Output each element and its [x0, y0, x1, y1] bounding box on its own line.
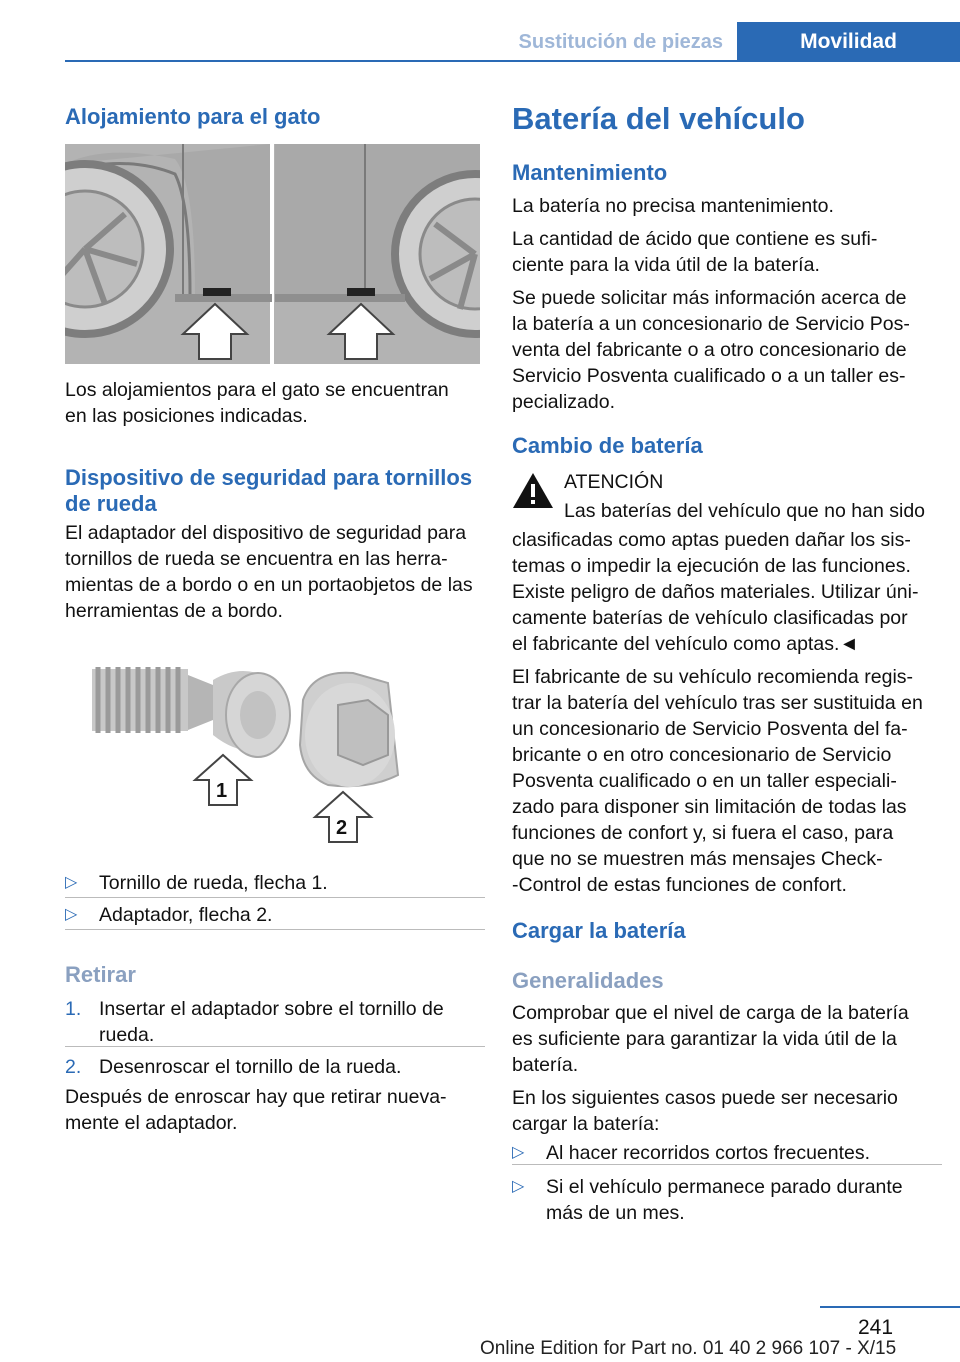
footer-rule	[820, 1306, 960, 1308]
list-item: ▷ Si el vehículo permanece parado durante más de un mes.	[512, 1176, 903, 1224]
list-item: 2. Desenroscar el tornillo de la rueda.	[65, 1056, 402, 1078]
warning-text: clasificadas como aptas pueden dañar los sis- temas o impedir la ejecución de las funciones. Existe peligro de daños materiales. Utilizar úni- camente baterías de vehículo clasificadas por el fabricante del vehículo como aptas.◄	[512, 529, 919, 655]
maintenance-title: Mantenimiento	[512, 160, 668, 185]
page-number: 241	[858, 1316, 894, 1339]
wheel-lock-illustration	[88, 655, 448, 850]
maintenance-text: La batería no precisa mantenimiento. La cantidad de ácido que contiene es sufi- ciente para la vida útil de la batería. Se puede solicitar más información acerca de la batería a un concesionario de Servicio Pos- venta del fabricante o a otro concesionario de Servicio Posventa cualificado o a un taller es- pecializado.	[512, 195, 910, 413]
after-text: Después de enroscar hay que retirar nueva- mente el adaptador.	[65, 1086, 447, 1134]
header-section-title: Sustitución de piezas	[518, 30, 723, 53]
change-battery-title: Cambio de batería	[512, 433, 703, 458]
jack-text: Los alojamientos para el gato se encuentran en las posiciones indicadas.	[65, 379, 449, 427]
battery-title: Batería del vehículo	[512, 101, 805, 136]
separator	[65, 929, 485, 930]
jack-title: Alojamiento para el gato	[65, 104, 321, 129]
edition-footer: Online Edition for Part no. 01 40 2 966 107 - X/15	[480, 1338, 897, 1359]
remove-title: Retirar	[65, 962, 136, 987]
warning-header: ATENCIÓN Las baterías del vehículo que no han sido	[564, 471, 926, 522]
general-title: Generalidades	[512, 968, 664, 993]
separator	[65, 1046, 485, 1047]
wheel-lock-title: Dispositivo de seguridad para tornillos de rueda	[65, 465, 473, 516]
registration-text: El fabricante de su vehículo recomienda regis- trar la batería del vehículo tras ser sustituida en un concesionario de Servicio Posventa del fa- bricante o en otro concesionario de Servicio Posventa cualificado o en un taller especiali- zado para disponer sin limitación de todas las funciones de confort y, si fuera el caso, para que no se muestren más mensajes Check- -Control de estas funciones de confort.	[512, 666, 923, 896]
list-item: ▷ Al hacer recorridos cortos frecuentes.	[512, 1142, 871, 1164]
parts-list	[65, 870, 485, 928]
header-rule	[65, 60, 960, 62]
wheel-lock-text: El adaptador del dispositivo de seguridad para tornillos de rueda se encuentra en las herra- mientas de a bordo o en un portaobjetos de las herramientas de a bordo.	[65, 522, 473, 622]
header-chapter-tab: Movilidad	[737, 22, 960, 62]
general-text: Comprobar que el nivel de carga de la batería es suficiente para garantizar la vida útil de la batería. En los siguientes casos puede ser necesario cargar la batería:	[512, 1002, 909, 1135]
remove-steps	[65, 996, 485, 1080]
charge-battery-title: Cargar la batería	[512, 918, 686, 943]
list-item: ▷ Adaptador, flecha 2.	[65, 904, 273, 926]
jack-points-illustration	[65, 144, 480, 364]
charge-cases-list	[512, 1140, 942, 1226]
arrow-1-label: 1	[216, 780, 228, 802]
list-item: ▷ Tornillo de rueda, flecha 1.	[65, 872, 328, 894]
arrow-2-label: 2	[336, 817, 348, 839]
warning-icon	[512, 471, 554, 509]
list-item: 1. Insertar el adaptador sobre el tornillo de rueda.	[65, 998, 444, 1046]
